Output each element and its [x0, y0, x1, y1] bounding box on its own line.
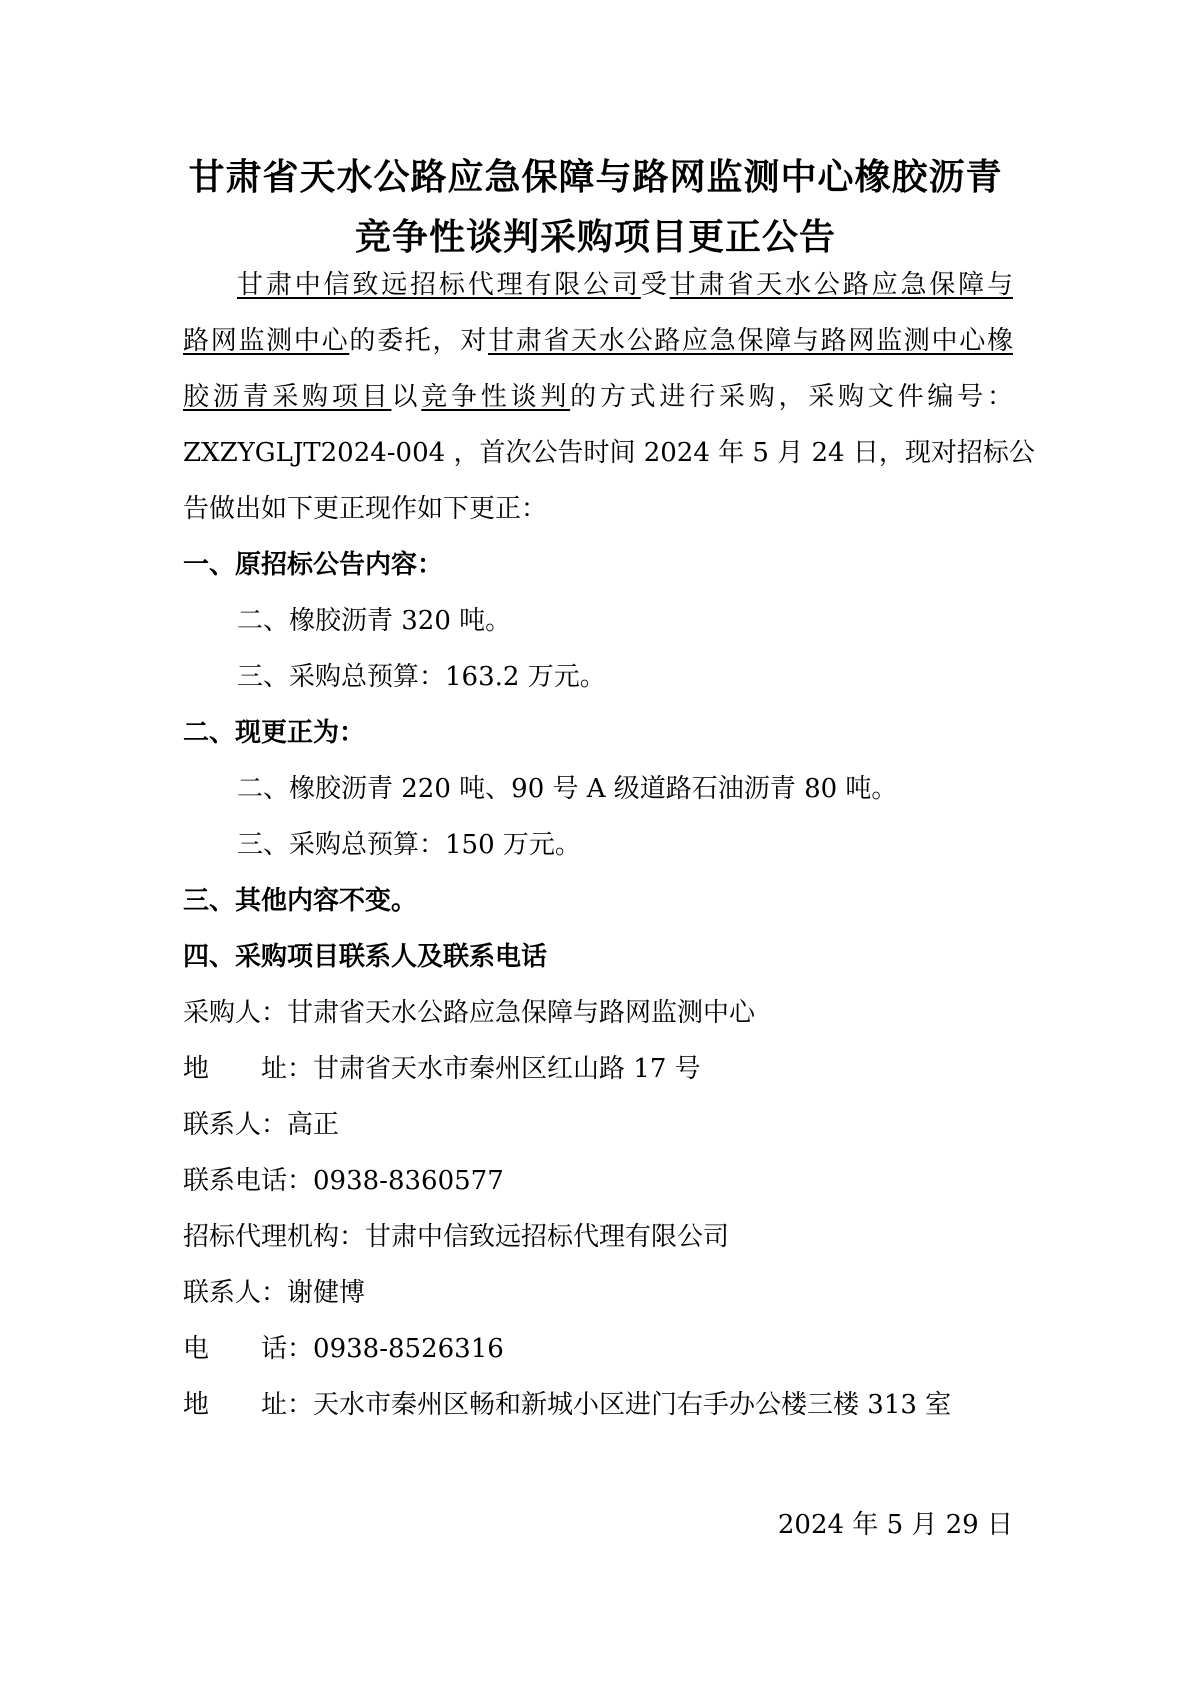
agency-contact-line: 联系人：谢健博 [183, 1278, 366, 1308]
agency-line: 招标代理机构：甘肃中信致远招标代理有限公司 [183, 1222, 730, 1252]
purchaser-address-line: 地 址：甘肃省天水市秦州区红山路 17 号 [183, 1054, 701, 1084]
section-4-heading: 四、采购项目联系人及联系电话 [183, 942, 548, 972]
agency-phone-line: 电 话：0938-8526316 [183, 1334, 504, 1364]
project-name-part2: 胶沥青采购项目 [183, 382, 392, 412]
intro-line-2: 路网监测中心的委托，对甘肃省天水公路应急保障与路网监测中心橡 [183, 326, 1013, 356]
section-3-heading: 三、其他内容不变。 [183, 886, 418, 916]
agency-name-link: 甘肃中信致远招标代理有限公司 [237, 270, 641, 300]
intro-line-5: 告做出如下更正现作如下更正： [183, 494, 548, 524]
section-1-heading: 一、原招标公告内容： [183, 550, 444, 580]
procurement-method: 竞争性谈判 [421, 382, 571, 412]
purchaser-contact-line: 联系人：高正 [183, 1110, 340, 1140]
section-2-heading: 二、现更正为： [183, 718, 366, 748]
section-1-item-1: 二、橡胶沥青 320 吨。 [237, 606, 512, 636]
announcement-date: 2024 年 5 月 29 日 [777, 1510, 1013, 1540]
purchaser-line: 采购人：甘肃省天水公路应急保障与路网监测中心 [183, 998, 756, 1028]
section-2-item-1: 二、橡胶沥青 220 吨、90 号 A 级道路石油沥青 80 吨。 [237, 774, 898, 804]
agency-phone: 0938-8526316 [313, 1334, 504, 1364]
project-name-part1: 甘肃省天水公路应急保障与路网监测中心橡 [487, 326, 1013, 356]
agency-address: 天水市秦州区畅和新城小区进门右手办公楼三楼 313 室 [313, 1390, 952, 1420]
intro-line-4: ZXZYGLJT2024-004 ，首次公告时间 2024 年 5 月 24 日，现对招标公 [183, 438, 1035, 468]
title-line-2: 竞争性谈判采购项目更正公告 [354, 217, 836, 258]
section-1-item-2: 三、采购总预算：163.2 万元。 [237, 662, 606, 692]
purchaser-phone-line: 联系电话：0938-8360577 [183, 1166, 504, 1196]
purchaser-address: 甘肃省天水市秦州区红山路 17 号 [313, 1054, 701, 1084]
purchaser-name-part2: 路网监测中心 [183, 326, 350, 356]
purchaser-name-part1: 甘肃省天水公路应急保障与 [669, 270, 1013, 300]
intro-line-3: 胶沥青采购项目以竞争性谈判的方式进行采购，采购文件编号： [183, 382, 1013, 412]
intro-line-1: 甘肃中信致远招标代理有限公司受甘肃省天水公路应急保障与 [237, 270, 1013, 300]
title-line-1: 甘肃省天水公路应急保障与路网监测中心橡胶沥青 [188, 157, 1003, 198]
section-2-item-2: 三、采购总预算：150 万元。 [237, 830, 581, 860]
agency-address-line: 地 址：天水市秦州区畅和新城小区进门右手办公楼三楼 313 室 [183, 1390, 952, 1420]
